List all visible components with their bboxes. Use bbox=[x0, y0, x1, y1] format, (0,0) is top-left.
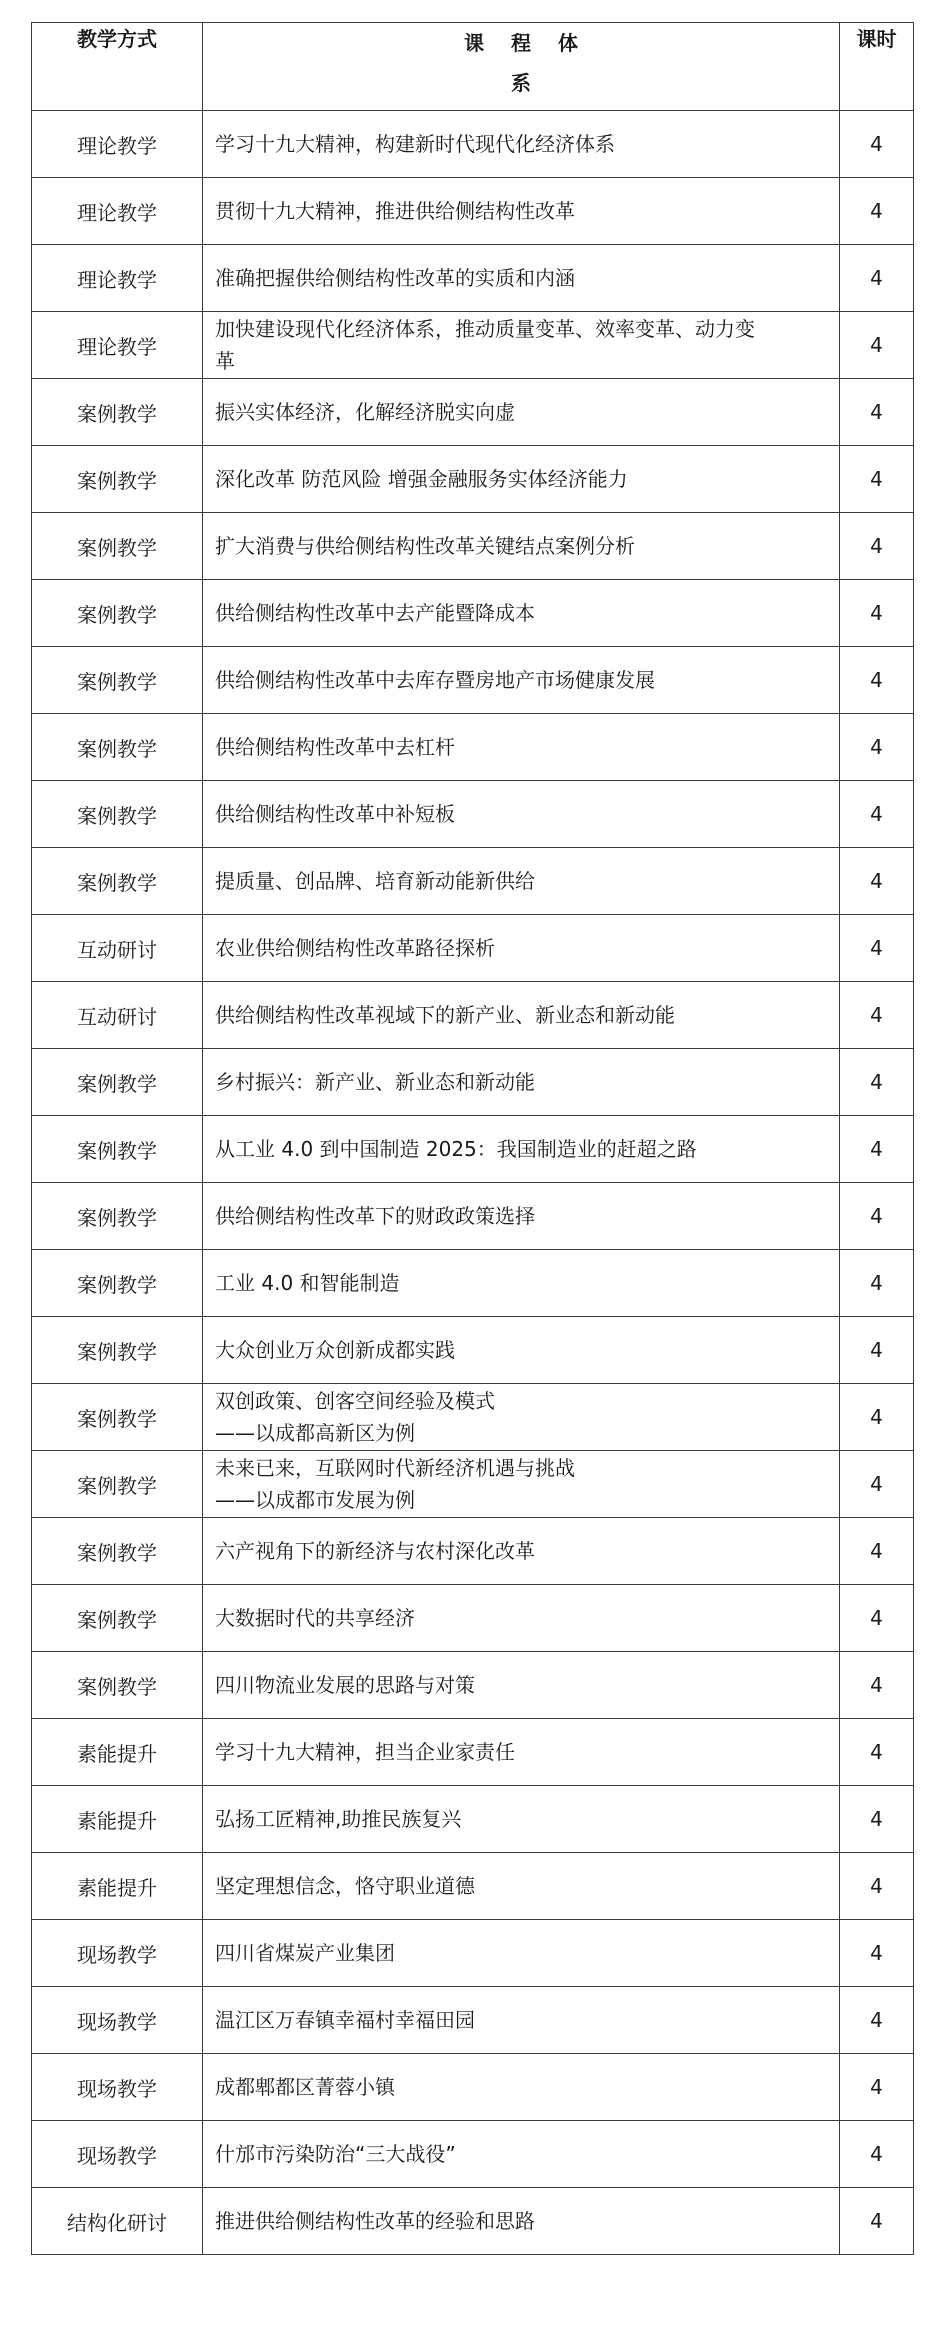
hours-cell: 4 bbox=[840, 1518, 914, 1585]
table-row bbox=[32, 2188, 914, 2255]
course-line: 六产视角下的新经济与农村深化改革 bbox=[215, 1539, 535, 1563]
course-cell bbox=[203, 781, 840, 848]
course-line: 推进供给侧结构性改革的经验和思路 bbox=[215, 2209, 535, 2233]
table-row bbox=[32, 1250, 914, 1317]
table-row bbox=[32, 1317, 914, 1384]
course-line: 学习十九大精神，构建新时代现代化经济体系 bbox=[215, 132, 615, 156]
course-line: ——以成都市发展为例 bbox=[215, 1488, 415, 1512]
course-line: 工业 4.0 和智能制造 bbox=[215, 1271, 400, 1295]
teaching-method-cell: 案例教学 bbox=[32, 647, 203, 714]
hours-cell: 4 bbox=[840, 1451, 914, 1518]
hours-cell: 4 bbox=[840, 1786, 914, 1853]
table-row bbox=[32, 513, 914, 580]
course-cell bbox=[203, 915, 840, 982]
hours-cell: 4 bbox=[840, 1250, 914, 1317]
course-line: 供给侧结构性改革视域下的新产业、新业态和新动能 bbox=[215, 1003, 675, 1027]
course-line: 提质量、创品牌、培育新动能新供给 bbox=[215, 869, 535, 893]
course-cell bbox=[203, 848, 840, 915]
course-line: 大数据时代的共享经济 bbox=[215, 1606, 415, 1630]
table-row bbox=[32, 1853, 914, 1920]
table-row bbox=[32, 1183, 914, 1250]
course-cell bbox=[203, 1585, 840, 1652]
teaching-method-cell: 案例教学 bbox=[32, 781, 203, 848]
course-cell bbox=[203, 312, 840, 379]
course-line: 双创政策、创客空间经验及模式 bbox=[215, 1389, 495, 1413]
course-cell bbox=[203, 714, 840, 781]
hours-cell: 4 bbox=[840, 312, 914, 379]
course-cell bbox=[203, 178, 840, 245]
teaching-method-cell: 理论教学 bbox=[32, 245, 203, 312]
hours-cell: 4 bbox=[840, 178, 914, 245]
course-line: 贯彻十九大精神，推进供给侧结构性改革 bbox=[215, 199, 575, 223]
teaching-method-cell: 案例教学 bbox=[32, 848, 203, 915]
course-line: 成都郫都区菁蓉小镇 bbox=[215, 2075, 395, 2099]
course-line: 未来已来，互联网时代新经济机遇与挑战 bbox=[215, 1456, 575, 1480]
teaching-method-cell: 案例教学 bbox=[32, 1585, 203, 1652]
course-line: 四川省煤炭产业集团 bbox=[215, 1941, 395, 1965]
table-row bbox=[32, 1049, 914, 1116]
teaching-method-cell: 互动研讨 bbox=[32, 915, 203, 982]
teaching-method-cell: 案例教学 bbox=[32, 1049, 203, 1116]
course-cell bbox=[203, 1317, 840, 1384]
course-cell bbox=[203, 1920, 840, 1987]
course-line: 深化改革 防范风险 增强金融服务实体经济能力 bbox=[215, 467, 628, 491]
course-line: 振兴实体经济，化解经济脱实向虚 bbox=[215, 400, 515, 424]
teaching-method-cell: 理论教学 bbox=[32, 178, 203, 245]
course-line: 坚定理想信念，恪守职业道德 bbox=[215, 1874, 475, 1898]
table-row bbox=[32, 379, 914, 446]
course-line: 弘扬工匠精神,助推民族复兴 bbox=[215, 1807, 462, 1831]
teaching-method-cell: 理论教学 bbox=[32, 312, 203, 379]
teaching-method-cell: 现场教学 bbox=[32, 2121, 203, 2188]
header-hours: 课时 bbox=[840, 23, 914, 111]
course-cell bbox=[203, 1652, 840, 1719]
course-line: 供给侧结构性改革中去产能暨降成本 bbox=[215, 601, 535, 625]
teaching-method-cell: 案例教学 bbox=[32, 446, 203, 513]
table-row bbox=[32, 1652, 914, 1719]
teaching-method-cell: 案例教学 bbox=[32, 714, 203, 781]
hours-cell: 4 bbox=[840, 513, 914, 580]
teaching-method-cell: 案例教学 bbox=[32, 1518, 203, 1585]
table-row bbox=[32, 1585, 914, 1652]
hours-cell: 4 bbox=[840, 1317, 914, 1384]
course-cell bbox=[203, 446, 840, 513]
table-row bbox=[32, 1518, 914, 1585]
table-row bbox=[32, 446, 914, 513]
hours-cell: 4 bbox=[840, 446, 914, 513]
hours-cell: 4 bbox=[840, 714, 914, 781]
teaching-method-cell: 案例教学 bbox=[32, 513, 203, 580]
course-line: 加快建设现代化经济体系，推动质量变革、效率变革、动力变 bbox=[215, 317, 755, 341]
hours-cell: 4 bbox=[840, 1384, 914, 1451]
table-row bbox=[32, 1920, 914, 1987]
course-cell bbox=[203, 2054, 840, 2121]
header-course-line2: 系 bbox=[511, 71, 531, 95]
course-cell bbox=[203, 1719, 840, 1786]
course-line: 供给侧结构性改革中去杠杆 bbox=[215, 735, 455, 759]
course-cell bbox=[203, 1116, 840, 1183]
course-cell bbox=[203, 1853, 840, 1920]
table-row bbox=[32, 1987, 914, 2054]
course-table bbox=[31, 22, 914, 2255]
table-row bbox=[32, 245, 914, 312]
table-row bbox=[32, 1719, 914, 1786]
hours-cell: 4 bbox=[840, 2054, 914, 2121]
teaching-method-cell: 案例教学 bbox=[32, 1451, 203, 1518]
table-row bbox=[32, 714, 914, 781]
teaching-method-cell: 案例教学 bbox=[32, 1384, 203, 1451]
course-line: 供给侧结构性改革下的财政政策选择 bbox=[215, 1204, 535, 1228]
header-course-line1: 课 程 体 bbox=[464, 31, 588, 55]
teaching-method-cell: 现场教学 bbox=[32, 2054, 203, 2121]
hours-cell: 4 bbox=[840, 580, 914, 647]
teaching-method-cell: 案例教学 bbox=[32, 1116, 203, 1183]
course-line: 温江区万春镇幸福村幸福田园 bbox=[215, 2008, 475, 2032]
course-cell bbox=[203, 1250, 840, 1317]
course-cell bbox=[203, 1786, 840, 1853]
course-line: 大众创业万众创新成都实践 bbox=[215, 1338, 455, 1362]
teaching-method-cell: 现场教学 bbox=[32, 1987, 203, 2054]
header-course-system bbox=[203, 23, 840, 111]
hours-cell: 4 bbox=[840, 647, 914, 714]
hours-cell: 4 bbox=[840, 1853, 914, 1920]
course-cell bbox=[203, 647, 840, 714]
course-cell bbox=[203, 580, 840, 647]
course-cell bbox=[203, 379, 840, 446]
hours-cell: 4 bbox=[840, 245, 914, 312]
course-line: 乡村振兴：新产业、新业态和新动能 bbox=[215, 1070, 535, 1094]
teaching-method-cell: 素能提升 bbox=[32, 1786, 203, 1853]
hours-cell: 4 bbox=[840, 379, 914, 446]
course-line: ——以成都高新区为例 bbox=[215, 1421, 415, 1445]
hours-cell: 4 bbox=[840, 1987, 914, 2054]
hours-cell: 4 bbox=[840, 1652, 914, 1719]
table-row bbox=[32, 1384, 914, 1451]
course-line: 农业供给侧结构性改革路径探析 bbox=[215, 936, 495, 960]
table-row bbox=[32, 580, 914, 647]
teaching-method-cell: 互动研讨 bbox=[32, 982, 203, 1049]
hours-cell: 4 bbox=[840, 1719, 914, 1786]
teaching-method-cell: 案例教学 bbox=[32, 1317, 203, 1384]
hours-cell: 4 bbox=[840, 1049, 914, 1116]
course-cell bbox=[203, 111, 840, 178]
teaching-method-cell: 结构化研讨 bbox=[32, 2188, 203, 2255]
table-row bbox=[32, 111, 914, 178]
teaching-method-cell: 案例教学 bbox=[32, 1183, 203, 1250]
table-header-row bbox=[32, 23, 914, 111]
course-line: 从工业 4.0 到中国制造 2025：我国制造业的赶超之路 bbox=[215, 1137, 697, 1161]
teaching-method-cell: 理论教学 bbox=[32, 111, 203, 178]
hours-cell: 4 bbox=[840, 1183, 914, 1250]
course-cell bbox=[203, 1987, 840, 2054]
table-row bbox=[32, 312, 914, 379]
table-row bbox=[32, 848, 914, 915]
course-line: 准确把握供给侧结构性改革的实质和内涵 bbox=[215, 266, 575, 290]
teaching-method-cell: 素能提升 bbox=[32, 1853, 203, 1920]
course-cell bbox=[203, 1183, 840, 1250]
course-cell bbox=[203, 1451, 840, 1518]
table-row bbox=[32, 2054, 914, 2121]
course-line: 扩大消费与供给侧结构性改革关键结点案例分析 bbox=[215, 534, 635, 558]
hours-cell: 4 bbox=[840, 915, 914, 982]
teaching-method-cell: 案例教学 bbox=[32, 580, 203, 647]
table-row bbox=[32, 1786, 914, 1853]
course-cell bbox=[203, 2121, 840, 2188]
course-line: 供给侧结构性改革中去库存暨房地产市场健康发展 bbox=[215, 668, 655, 692]
table-row bbox=[32, 1116, 914, 1183]
hours-cell: 4 bbox=[840, 982, 914, 1049]
course-cell bbox=[203, 982, 840, 1049]
table-row bbox=[32, 982, 914, 1049]
table-row bbox=[32, 1451, 914, 1518]
hours-cell: 4 bbox=[840, 848, 914, 915]
hours-cell: 4 bbox=[840, 781, 914, 848]
table-row bbox=[32, 781, 914, 848]
course-cell bbox=[203, 513, 840, 580]
hours-cell: 4 bbox=[840, 1920, 914, 1987]
table-row bbox=[32, 647, 914, 714]
teaching-method-cell: 现场教学 bbox=[32, 1920, 203, 1987]
teaching-method-cell: 案例教学 bbox=[32, 1652, 203, 1719]
header-teaching-method: 教学方式 bbox=[32, 23, 203, 111]
hours-cell: 4 bbox=[840, 2188, 914, 2255]
course-cell bbox=[203, 1384, 840, 1451]
course-cell bbox=[203, 2188, 840, 2255]
hours-cell: 4 bbox=[840, 2121, 914, 2188]
teaching-method-cell: 素能提升 bbox=[32, 1719, 203, 1786]
teaching-method-cell: 案例教学 bbox=[32, 379, 203, 446]
course-cell bbox=[203, 245, 840, 312]
course-cell bbox=[203, 1049, 840, 1116]
hours-cell: 4 bbox=[840, 1116, 914, 1183]
course-line: 供给侧结构性改革中补短板 bbox=[215, 802, 455, 826]
course-line: 学习十九大精神，担当企业家责任 bbox=[215, 1740, 515, 1764]
course-cell bbox=[203, 1518, 840, 1585]
hours-cell: 4 bbox=[840, 1585, 914, 1652]
table-row bbox=[32, 915, 914, 982]
table-row bbox=[32, 2121, 914, 2188]
hours-cell: 4 bbox=[840, 111, 914, 178]
table-body bbox=[32, 111, 914, 2255]
table-row bbox=[32, 178, 914, 245]
course-line: 革 bbox=[215, 349, 235, 373]
teaching-method-cell: 案例教学 bbox=[32, 1250, 203, 1317]
course-line: 四川物流业发展的思路与对策 bbox=[215, 1673, 475, 1697]
course-line: 什邡市污染防治“三大战役” bbox=[215, 2142, 456, 2166]
